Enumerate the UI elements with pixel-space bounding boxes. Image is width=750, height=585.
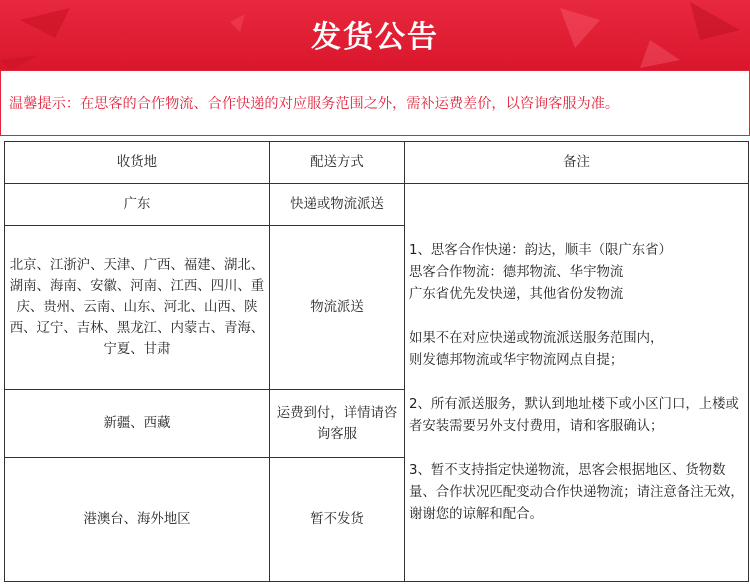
note-line: 则发德邦物流或华宇物流网点自提； [409,352,624,368]
shipping-table [4,141,749,582]
notes-cell [405,184,749,582]
notice-text: 温馨提示：在思客的合作物流、合作快递的对应服务范围之外，需补运费差价，以咨询客服为准。 [9,96,620,112]
region-cell: 港澳台、海外地区 [5,458,270,582]
header-region: 收货地 [5,142,270,184]
notice-box [0,70,750,136]
page-title: 发货公告 [311,20,439,55]
method-cell: 暂不发货 [270,458,405,582]
note-paragraph: 2、所有派送服务，默认到地址楼下或小区门口，上楼或者安装需要另外支付费用，请和客服确认； [409,396,739,434]
note-line: 思客合作物流：德邦物流、华宇物流 [409,264,624,280]
table-row [5,184,749,226]
method-cell: 物流派送 [270,226,405,390]
region-cell: 广东 [5,184,270,226]
region-cell: 北京、江浙沪、天津、广西、福建、湖北、湖南、海南、安徽、河南、江西、四川、重庆、贵州、云南、山东、河北、山西、陕西、辽宁、吉林、黑龙江、内蒙古、青海、宁夏、甘肃 [5,226,270,390]
note-line: 广东省优先发快递，其他省份发物流 [409,286,624,302]
header-notes: 备注 [405,142,749,184]
method-cell: 运费到付，详情请咨询客服 [270,390,405,458]
region-cell: 新疆、西藏 [5,390,270,458]
note-paragraph: 3、暂不支持指定快递物流，思客会根据地区、货物数量、合作状况匹配变动合作快递物流；请注意备注无效，谢谢您的谅解和配合。 [409,462,744,522]
header-banner [0,0,750,70]
table-header-row [5,142,749,184]
note-line: 如果不在对应快递或物流派送服务范围内， [409,330,664,346]
header-method: 配送方式 [270,142,405,184]
note-line: 1、思客合作快递：韵达，顺丰（限广东省） [409,242,672,258]
method-cell: 快递或物流派送 [270,184,405,226]
